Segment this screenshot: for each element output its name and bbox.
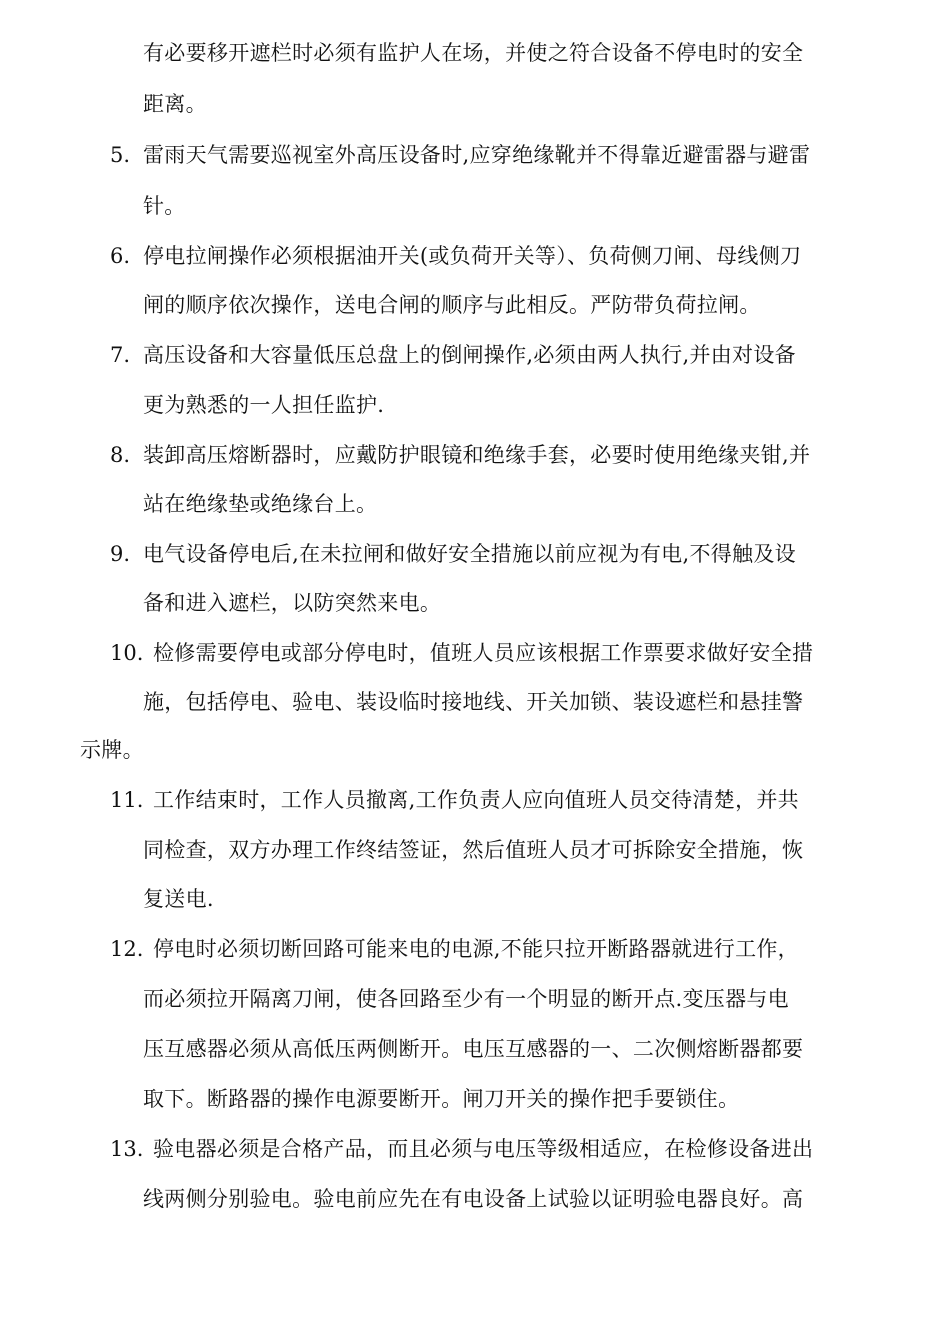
item-number: 6. [110, 244, 131, 268]
item-number: 8. [110, 443, 131, 467]
paragraph-line: 备和进入遮栏，以防突然来电。 [143, 591, 442, 615]
paragraph-line: 停电时必须切断回路可能来电的电源,不能只拉开断路器就进行工作， [153, 937, 799, 961]
item-number: 5. [110, 143, 131, 167]
paragraph-line: 更为熟悉的一人担任监护. [143, 393, 385, 417]
paragraph-line: 工作结束时，工作人员撤离,工作负责人应向值班人员交待清楚，并共 [153, 788, 799, 812]
paragraph-line: 有必要移开遮栏时必须有监护人在场，并使之符合设备不停电时的安全 [143, 41, 804, 65]
paragraph-line: 示牌。 [80, 738, 144, 762]
paragraph-line: 复送电. [143, 887, 214, 911]
item-number: 13. [110, 1137, 144, 1161]
item-number: 9. [110, 542, 131, 566]
paragraph-line: 线两侧分别验电。验电前应先在有电设备上试验以证明验电器良好。高 [143, 1187, 804, 1211]
paragraph-line: 取下。断路器的操作电源要断开。闸刀开关的操作把手要锁住。 [143, 1087, 740, 1111]
item-number: 10. [110, 641, 144, 665]
paragraph-line: 电气设备停电后,在未拉闸和做好安全措施以前应视为有电,不得触及设 [143, 542, 796, 566]
paragraph-line: 施，包括停电、验电、装设临时接地线、开关加锁、装设遮栏和悬挂警 [143, 690, 804, 714]
item-number: 7. [110, 343, 131, 367]
paragraph-line: 高压设备和大容量低压总盘上的倒闸操作,必须由两人执行,并由对设备 [143, 343, 796, 367]
paragraph-line: 针。 [143, 194, 186, 218]
paragraph-line: 压互感器必须从高低压两侧断开。电压互感器的一、二次侧熔断器都要 [143, 1037, 804, 1061]
paragraph-line: 检修需要停电或部分停电时，值班人员应该根据工作票要求做好安全措 [153, 641, 814, 665]
paragraph-line: 雷雨天气需要巡视室外高压设备时,应穿绝缘靴并不得靠近避雷器与避雷 [143, 143, 811, 167]
paragraph-line: 而必须拉开隔离刀闸，使各回路至少有一个明显的断开点.变压器与电 [143, 987, 789, 1011]
item-number: 11. [110, 788, 144, 812]
paragraph-line: 停电拉闸操作必须根据油开关(或负荷开关等）、负荷侧刀闸、母线侧刀 [143, 244, 802, 268]
paragraph-line: 距离。 [143, 92, 207, 116]
paragraph-line: 同检查，双方办理工作终结签证，然后值班人员才可拆除安全措施，恢 [143, 838, 804, 862]
paragraph-line: 装卸高压熔断器时，应戴防护眼镜和绝缘手套，必要时使用绝缘夹钳,并 [143, 443, 811, 467]
paragraph-line: 站在绝缘垫或绝缘台上。 [143, 492, 378, 516]
paragraph-line: 验电器必须是合格产品，而且必须与电压等级相适应，在检修设备进出 [153, 1137, 814, 1161]
paragraph-line: 闸的顺序依次操作，送电合闸的顺序与此相反。严防带负荷拉闸。 [143, 293, 761, 317]
item-number: 12. [110, 937, 144, 961]
